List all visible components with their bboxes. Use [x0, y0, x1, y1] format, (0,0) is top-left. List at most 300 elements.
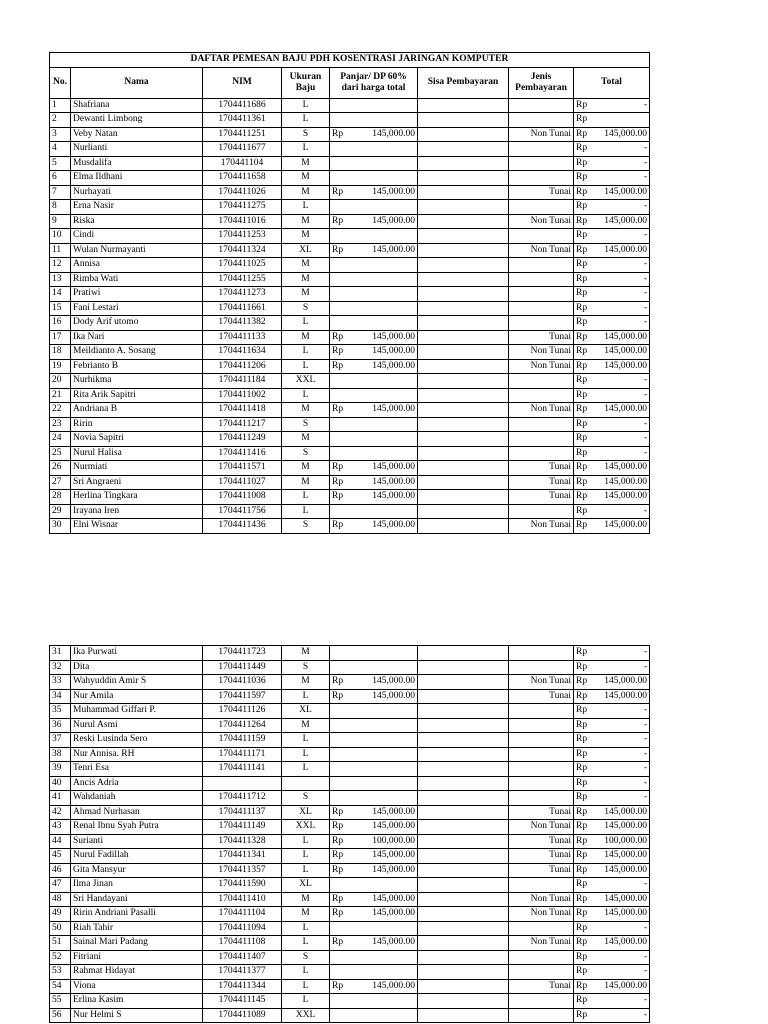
table-row — [50, 878, 650, 893]
row-number: 40 — [50, 776, 71, 791]
row-number: 27 — [50, 475, 71, 490]
total-cell — [574, 878, 650, 893]
total-cell — [574, 200, 650, 215]
total-amount: - — [643, 375, 647, 385]
total-amount: - — [643, 157, 647, 168]
total-amount: - — [643, 719, 647, 730]
currency-label: Rp — [576, 273, 588, 284]
header-panjar-line1: Panjar/ DP 60% — [340, 72, 407, 82]
student-name: Rahmat Hidayat — [71, 965, 203, 980]
total-cell — [574, 849, 650, 864]
shirt-size: L — [282, 200, 330, 215]
down-payment-cell — [330, 359, 418, 374]
student-name: Riska — [71, 214, 203, 229]
total-cell — [574, 185, 650, 200]
remaining-payment — [418, 113, 509, 128]
student-nim: 1704411104 — [203, 907, 282, 922]
student-name: Tenri Esa — [71, 762, 203, 777]
remaining-payment — [418, 675, 509, 690]
payment-type — [509, 229, 574, 244]
shirt-size: L — [282, 98, 330, 113]
currency-label: Rp — [332, 491, 344, 501]
total-cell — [574, 704, 650, 719]
total-cell — [574, 142, 650, 157]
down-payment-cell — [330, 834, 418, 849]
student-name: Elni Wisnar — [71, 519, 203, 534]
student-name: Herlina Tingkara — [71, 490, 203, 505]
down-payment-cell — [330, 1008, 418, 1023]
total-cell — [574, 113, 650, 128]
remaining-payment — [418, 504, 509, 519]
down-payment-cell — [330, 171, 418, 186]
student-name: Nurlianti — [71, 142, 203, 157]
currency-label: Rp — [332, 835, 344, 846]
remaining-payment — [418, 776, 509, 791]
total-cell — [574, 965, 650, 980]
total-cell — [574, 1008, 650, 1023]
total-amount: 145,000.00 — [604, 864, 647, 875]
table-row — [50, 403, 650, 418]
remaining-payment — [418, 330, 509, 345]
currency-label: Rp — [576, 734, 588, 744]
student-nim: 1704411253 — [203, 229, 282, 244]
total-amount: 145,000.00 — [604, 215, 647, 226]
student-name: Wahdaniah — [71, 791, 203, 806]
row-number: 14 — [50, 287, 71, 302]
row-number: 32 — [50, 660, 71, 675]
student-name: Gita Mansyur — [71, 863, 203, 878]
payment-type — [509, 504, 574, 519]
total-amount: 145,000.00 — [604, 690, 647, 701]
student-name: Viona — [71, 979, 203, 994]
order-table-part-2 — [49, 645, 650, 1023]
student-name: Wulan Nurmayanti — [71, 243, 203, 258]
down-payment-cell — [330, 921, 418, 936]
down-payment-amount: 145,000.00 — [372, 937, 415, 947]
student-name: Nurhayati — [71, 185, 203, 200]
currency-label: Rp — [576, 447, 588, 458]
currency-label: Rp — [332, 215, 344, 226]
student-name: Annisa — [71, 258, 203, 273]
total-amount: 145,000.00 — [604, 404, 647, 414]
total-amount: 145,000.00 — [604, 980, 647, 991]
row-number: 6 — [50, 171, 71, 186]
student-nim: 1704411723 — [203, 646, 282, 661]
down-payment-cell — [330, 733, 418, 748]
total-amount: - — [643, 418, 647, 429]
remaining-payment — [418, 878, 509, 893]
student-nim: 1704411677 — [203, 142, 282, 157]
currency-label: Rp — [576, 186, 588, 197]
down-payment-cell — [330, 892, 418, 907]
student-nim: 1704411149 — [203, 820, 282, 835]
currency-label: Rp — [332, 893, 344, 904]
total-cell — [574, 229, 650, 244]
table-row — [50, 127, 650, 142]
payment-type: Non Tunai — [509, 936, 574, 951]
header-jenis-line1: Jenis — [530, 72, 552, 82]
student-name: Nurul Fadillah — [71, 849, 203, 864]
total-amount: 145,000.00 — [604, 186, 647, 197]
order-table-part-1 — [49, 52, 650, 534]
shirt-size: M — [282, 287, 330, 302]
currency-label: Rp — [576, 719, 588, 730]
currency-label: Rp — [576, 389, 588, 400]
student-name: Nur Helmi S — [71, 1008, 203, 1023]
shirt-size: M — [282, 185, 330, 200]
remaining-payment — [418, 345, 509, 360]
total-cell — [574, 98, 650, 113]
down-payment-cell — [330, 214, 418, 229]
currency-label: Rp — [332, 462, 344, 472]
remaining-payment — [418, 863, 509, 878]
down-payment-cell — [330, 878, 418, 893]
row-number: 50 — [50, 921, 71, 936]
student-name: Rimba Wati — [71, 272, 203, 287]
row-number: 53 — [50, 965, 71, 980]
student-nim: 170441104 — [203, 156, 282, 171]
remaining-payment — [418, 243, 509, 258]
student-name: Ancis Adria — [71, 776, 203, 791]
total-cell — [574, 892, 650, 907]
table-row — [50, 214, 650, 229]
total-amount: - — [643, 951, 647, 962]
total-amount: 145,000.00 — [604, 244, 647, 255]
currency-label: Rp — [576, 850, 588, 860]
student-nim: 1704411171 — [203, 747, 282, 762]
student-name: Nurul Asmi — [71, 718, 203, 733]
down-payment-cell — [330, 301, 418, 316]
currency-label: Rp — [332, 806, 344, 817]
payment-type — [509, 417, 574, 432]
table-row — [50, 921, 650, 936]
down-payment-cell — [330, 258, 418, 273]
down-payment-cell — [330, 127, 418, 142]
remaining-payment — [418, 142, 509, 157]
table-row — [50, 950, 650, 965]
total-cell — [574, 475, 650, 490]
shirt-size: L — [282, 113, 330, 128]
remaining-payment — [418, 733, 509, 748]
row-number: 49 — [50, 907, 71, 922]
table-row — [50, 704, 650, 719]
down-payment-cell — [330, 345, 418, 360]
shirt-size — [282, 776, 330, 791]
student-nim: 1704411324 — [203, 243, 282, 258]
down-payment-cell — [330, 272, 418, 287]
currency-label: Rp — [576, 520, 588, 530]
payment-type — [509, 733, 574, 748]
row-number: 21 — [50, 388, 71, 403]
currency-label: Rp — [576, 705, 588, 715]
total-cell — [574, 776, 650, 791]
total-amount: 145,000.00 — [604, 360, 647, 371]
total-cell — [574, 127, 650, 142]
row-number: 11 — [50, 243, 71, 258]
currency-label: Rp — [332, 186, 344, 197]
remaining-payment — [418, 98, 509, 113]
student-nim: 1704411159 — [203, 733, 282, 748]
payment-type — [509, 171, 574, 186]
student-nim: 1704411361 — [203, 113, 282, 128]
shirt-size: M — [282, 272, 330, 287]
currency-label: Rp — [332, 520, 344, 530]
down-payment-amount: 145,000.00 — [372, 690, 415, 701]
row-number: 16 — [50, 316, 71, 331]
student-name: Muhammad Giffari P. — [71, 704, 203, 719]
payment-type — [509, 950, 574, 965]
total-cell — [574, 718, 650, 733]
row-number: 8 — [50, 200, 71, 215]
currency-label: Rp — [576, 143, 588, 153]
down-payment-amount: 145,000.00 — [372, 215, 415, 226]
down-payment-amount: 145,000.00 — [372, 893, 415, 904]
student-nim: 1704411377 — [203, 965, 282, 980]
currency-label: Rp — [332, 821, 344, 831]
student-name: Erna Nasir — [71, 200, 203, 215]
shirt-size: M — [282, 229, 330, 244]
currency-label: Rp — [332, 404, 344, 414]
total-cell — [574, 907, 650, 922]
total-cell — [574, 994, 650, 1009]
row-number: 43 — [50, 820, 71, 835]
row-number: 35 — [50, 704, 71, 719]
down-payment-cell — [330, 243, 418, 258]
total-cell — [574, 403, 650, 418]
student-name: Veby Natan — [71, 127, 203, 142]
down-payment-amount: 145,000.00 — [372, 520, 415, 530]
student-nim: 1704411418 — [203, 403, 282, 418]
row-number: 3 — [50, 127, 71, 142]
total-amount: - — [643, 230, 647, 240]
remaining-payment — [418, 834, 509, 849]
currency-label: Rp — [576, 661, 588, 672]
payment-type — [509, 301, 574, 316]
table-row — [50, 156, 650, 171]
currency-label: Rp — [332, 937, 344, 947]
remaining-payment — [418, 461, 509, 476]
payment-type — [509, 388, 574, 403]
student-name: Ririn — [71, 417, 203, 432]
total-cell — [574, 243, 650, 258]
down-payment-cell — [330, 330, 418, 345]
total-cell — [574, 675, 650, 690]
row-number: 41 — [50, 791, 71, 806]
currency-label: Rp — [332, 346, 344, 356]
table-row — [50, 475, 650, 490]
currency-label: Rp — [576, 114, 588, 124]
total-cell — [574, 490, 650, 505]
total-cell — [574, 863, 650, 878]
student-nim: 1704411686 — [203, 98, 282, 113]
payment-type: Tunai — [509, 979, 574, 994]
down-payment-cell — [330, 316, 418, 331]
shirt-size: L — [282, 388, 330, 403]
student-nim: 1704411249 — [203, 432, 282, 447]
student-name: Ilma Jinan — [71, 878, 203, 893]
total-amount: - — [643, 763, 647, 773]
shirt-size: S — [282, 950, 330, 965]
total-amount: 100,000.00 — [604, 835, 647, 846]
row-number: 22 — [50, 403, 71, 418]
total-cell — [574, 272, 650, 287]
payment-type — [509, 776, 574, 791]
table-row — [50, 936, 650, 951]
header-jenis-line2: Pembayaran — [515, 82, 567, 93]
total-amount: - — [643, 273, 647, 284]
student-name: Febrianto B — [71, 359, 203, 374]
down-payment-cell — [330, 747, 418, 762]
table-row — [50, 359, 650, 374]
student-nim: 1704411036 — [203, 675, 282, 690]
shirt-size: XXL — [282, 374, 330, 389]
down-payment-cell — [330, 475, 418, 490]
student-name: Ahmad Nurhasan — [71, 805, 203, 820]
total-amount: - — [643, 748, 647, 759]
payment-type: Tunai — [509, 330, 574, 345]
student-name: Pratiwi — [71, 287, 203, 302]
currency-label: Rp — [576, 966, 588, 976]
row-number: 52 — [50, 950, 71, 965]
shirt-size: XL — [282, 243, 330, 258]
total-amount: - — [643, 505, 647, 516]
currency-label: Rp — [576, 433, 588, 443]
payment-type: Non Tunai — [509, 243, 574, 258]
shirt-size: M — [282, 892, 330, 907]
student-nim: 1704411410 — [203, 892, 282, 907]
student-name: Meildianto A. Sosang — [71, 345, 203, 360]
shirt-size: XXL — [282, 1008, 330, 1023]
total-cell — [574, 417, 650, 432]
row-number: 39 — [50, 762, 71, 777]
student-name: Nurhikma — [71, 374, 203, 389]
shirt-size: S — [282, 791, 330, 806]
payment-type — [509, 747, 574, 762]
total-cell — [574, 660, 650, 675]
row-number: 12 — [50, 258, 71, 273]
down-payment-cell — [330, 504, 418, 519]
payment-type: Tunai — [509, 475, 574, 490]
currency-label: Rp — [332, 864, 344, 875]
student-name: Andriana B — [71, 403, 203, 418]
remaining-payment — [418, 272, 509, 287]
table-row — [50, 316, 650, 331]
header-sisa: Sisa Pembayaran — [418, 67, 509, 98]
student-nim: 1704411027 — [203, 475, 282, 490]
student-name: Cindi — [71, 229, 203, 244]
total-amount: - — [643, 317, 647, 327]
student-nim: 1704411137 — [203, 805, 282, 820]
shirt-size: M — [282, 258, 330, 273]
payment-type: Non Tunai — [509, 675, 574, 690]
row-number: 2 — [50, 113, 71, 128]
row-number: 7 — [50, 185, 71, 200]
table-row — [50, 432, 650, 447]
table-row — [50, 519, 650, 534]
student-name: Reski Lusinda Sero — [71, 733, 203, 748]
payment-type — [509, 994, 574, 1009]
student-name: Irayana Iren — [71, 504, 203, 519]
total-cell — [574, 258, 650, 273]
remaining-payment — [418, 229, 509, 244]
remaining-payment — [418, 446, 509, 461]
student-nim: 1704411145 — [203, 994, 282, 1009]
table-row — [50, 747, 650, 762]
row-number: 36 — [50, 718, 71, 733]
shirt-size: L — [282, 359, 330, 374]
down-payment-amount: 100,000.00 — [372, 835, 415, 846]
table-row — [50, 791, 650, 806]
table-row — [50, 660, 650, 675]
currency-label: Rp — [332, 850, 344, 860]
student-name: Renal Ibnu Syah Putra — [71, 820, 203, 835]
row-number: 54 — [50, 979, 71, 994]
currency-label: Rp — [576, 302, 588, 313]
currency-label: Rp — [576, 748, 588, 759]
student-name: Sri Handayani — [71, 892, 203, 907]
header-panjar-line2: dari harga total — [341, 82, 406, 93]
total-cell — [574, 936, 650, 951]
currency-label: Rp — [576, 893, 588, 904]
down-payment-cell — [330, 863, 418, 878]
currency-label: Rp — [332, 244, 344, 255]
table-row — [50, 301, 650, 316]
currency-label: Rp — [576, 346, 588, 356]
currency-label: Rp — [576, 922, 588, 933]
row-number: 10 — [50, 229, 71, 244]
student-nim: 1704411184 — [203, 374, 282, 389]
table-row — [50, 229, 650, 244]
table-row — [50, 287, 650, 302]
down-payment-cell — [330, 403, 418, 418]
currency-label: Rp — [332, 331, 344, 342]
row-number: 29 — [50, 504, 71, 519]
payment-type — [509, 200, 574, 215]
header-row — [50, 67, 650, 98]
payment-type: Tunai — [509, 805, 574, 820]
student-nim: 1704411002 — [203, 388, 282, 403]
remaining-payment — [418, 403, 509, 418]
down-payment-cell — [330, 675, 418, 690]
remaining-payment — [418, 374, 509, 389]
header-ukuran — [282, 67, 330, 98]
student-nim: 1704411094 — [203, 921, 282, 936]
remaining-payment — [418, 287, 509, 302]
currency-label: Rp — [576, 835, 588, 846]
student-name: Riah Tahir — [71, 921, 203, 936]
row-number: 5 — [50, 156, 71, 171]
payment-type: Non Tunai — [509, 127, 574, 142]
row-number: 18 — [50, 345, 71, 360]
student-nim: 1704411328 — [203, 834, 282, 849]
currency-label: Rp — [576, 763, 588, 773]
row-number: 30 — [50, 519, 71, 534]
currency-label: Rp — [576, 157, 588, 168]
table-row — [50, 446, 650, 461]
row-number: 28 — [50, 490, 71, 505]
student-nim: 1704411008 — [203, 490, 282, 505]
remaining-payment — [418, 994, 509, 1009]
total-amount: - — [643, 259, 647, 269]
down-payment-cell — [330, 907, 418, 922]
shirt-size: L — [282, 762, 330, 777]
table-row — [50, 718, 650, 733]
total-cell — [574, 834, 650, 849]
down-payment-cell — [330, 432, 418, 447]
student-name: Shafriana — [71, 98, 203, 113]
down-payment-cell — [330, 417, 418, 432]
shirt-size: S — [282, 660, 330, 675]
